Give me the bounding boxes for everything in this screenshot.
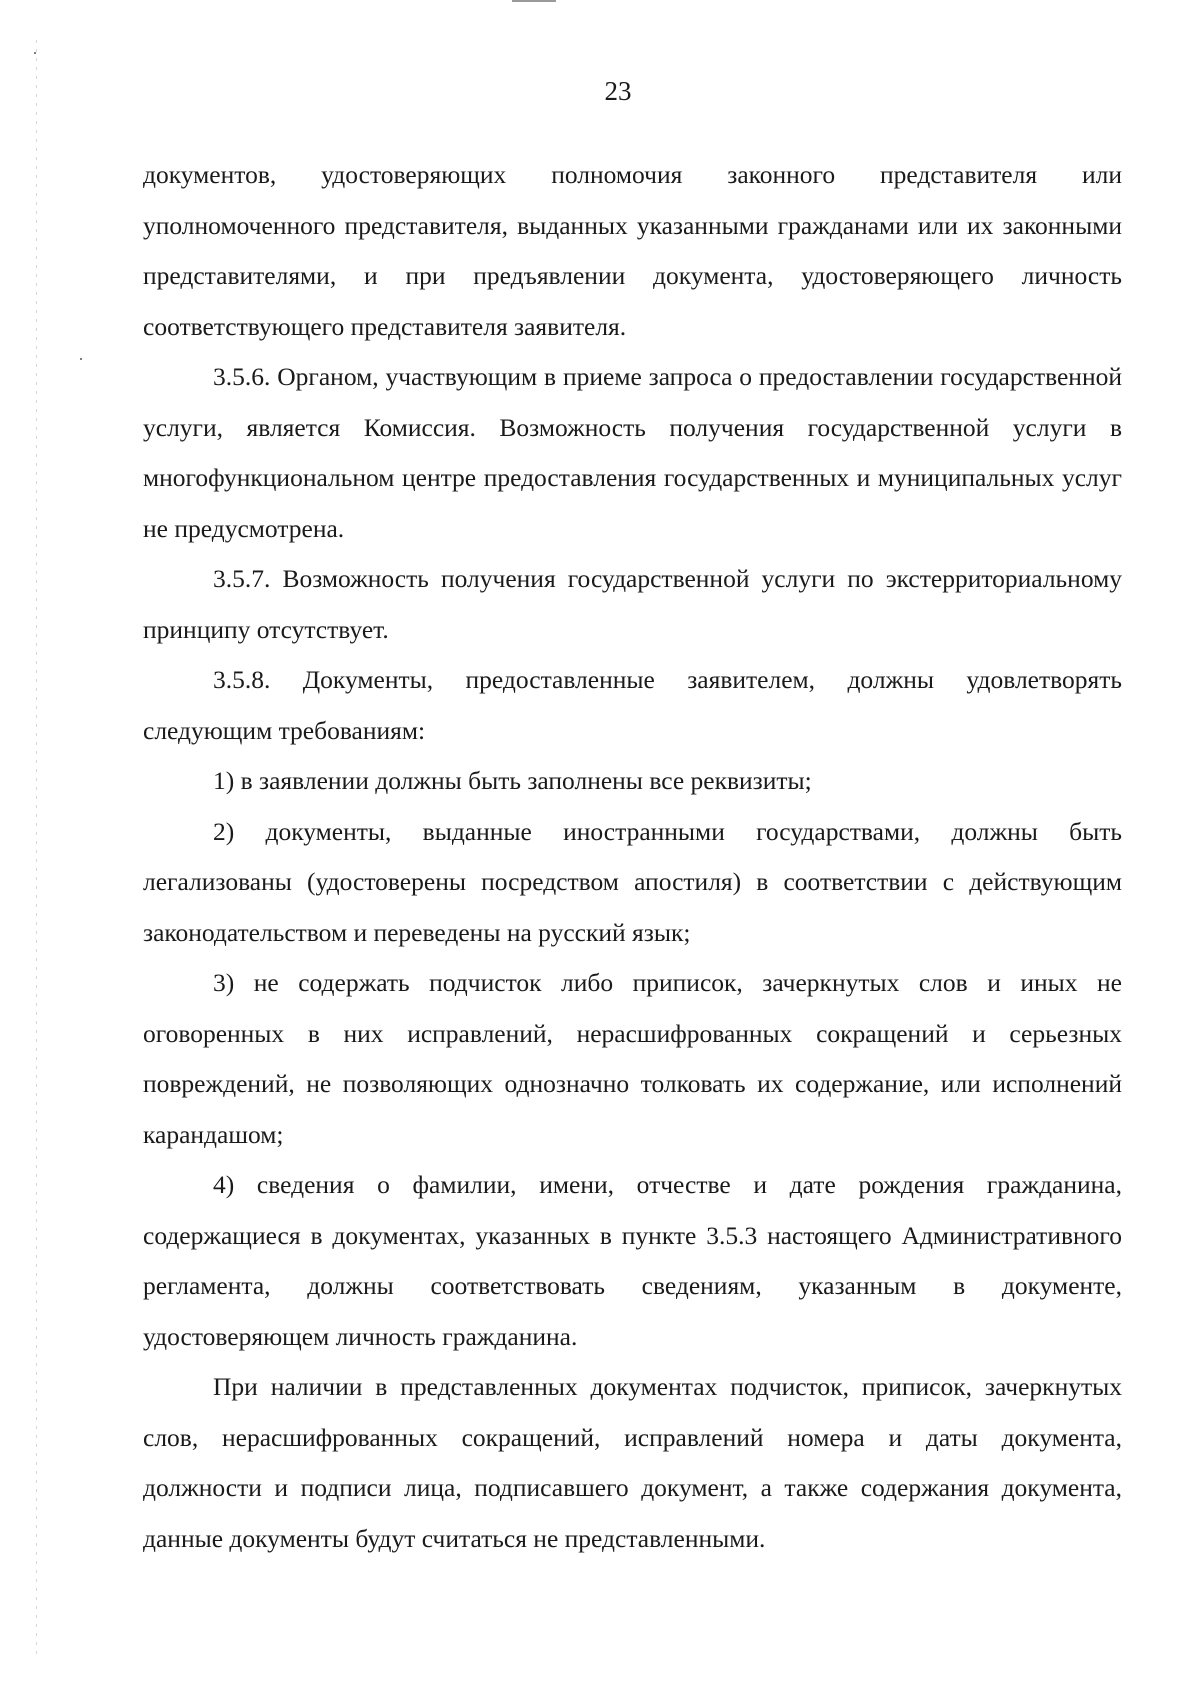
list-item-1: 1) в заявлении должны быть заполнены все реквизиты; <box>213 766 812 795</box>
page-number: 23 <box>604 76 632 106</box>
paragraph-3-5-6: 3.5.6. Органом, участвующим в приеме запроса о предоставлении государственной услуги, является Комиссия. Возможность получения государственной услуги в многофункциональном центре предоставления государственных и муниципальных услуг не предусмотрена. <box>143 362 1122 543</box>
scan-speck <box>34 52 36 54</box>
document-body <box>143 150 1122 1564</box>
paragraph-closing: При наличии в представленных документах подчисток, приписок, зачеркнутых слов, нерасшифрованных сокращений, исправлений номера и даты документа, должности и подписи лица, подписавшего документ, а также содержания документа, данные документы будут считаться не представленными. <box>143 1372 1122 1553</box>
list-item-4: 4) сведения о фамилии, имени, отчестве и дате рождения гражданина, содержащиеся в документах, указанных в пункте 3.5.3 настоящего Административного регламента, должны соответствовать сведениям, указанным в документе, удостоверяющем личность гражданина. <box>143 1170 1122 1351</box>
list-item-3: 3) не содержать подчисток либо приписок, зачеркнутых слов и иных не оговоренных в них исправлений, нерасшифрованных сокращений и серьезных повреждений, не позволяющих однозначно толковать их содержание, или исполнений карандашом; <box>143 968 1122 1149</box>
scan-speck <box>80 358 82 360</box>
scan-artifact-top <box>512 0 556 2</box>
paragraph-3-5-8: 3.5.8. Документы, предоставленные заявителем, должны удовлетворять следующим требованиям: <box>143 665 1122 745</box>
list-item-2: 2) документы, выданные иностранными государствами, должны быть легализованы (удостоверены посредством апостиля) в соответствии с действующим законодательством и переведены на русский язык; <box>143 816 1122 947</box>
scan-artifact-left-edge <box>36 40 37 1660</box>
paragraph-3-5-7: 3.5.7. Возможность получения государственной услуги по экстерриториальному принципу отсутствует. <box>143 564 1122 644</box>
paragraph-continuation: документов, удостоверяющих полномочия законного представителя или уполномоченного представителя, выданных указанными гражданами или их законными представителями, и при предъявлении документа, удостоверяющего личность соответствующего представителя заявителя. <box>143 160 1122 341</box>
